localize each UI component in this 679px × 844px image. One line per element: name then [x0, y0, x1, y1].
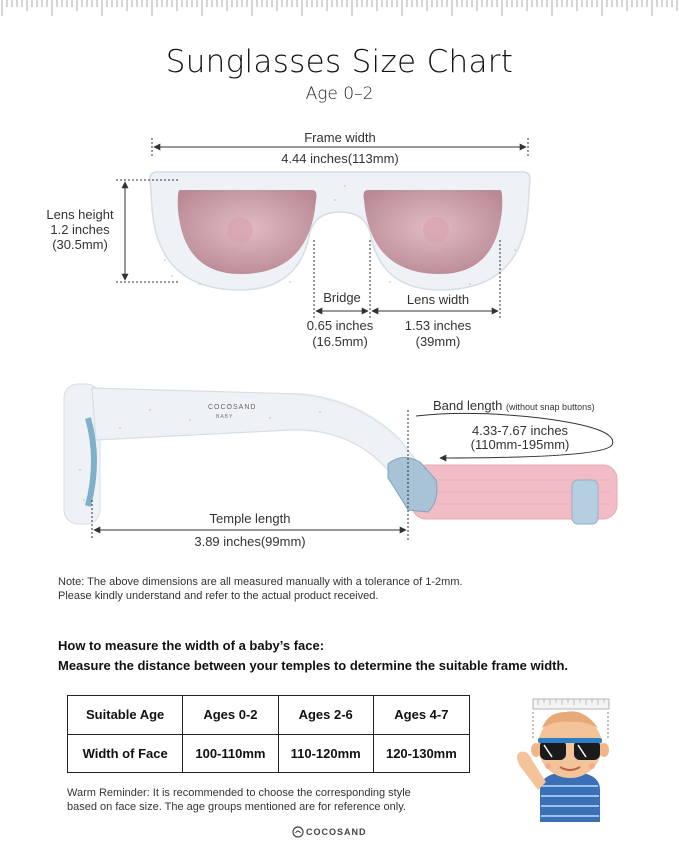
- note-line-2: Please kindly understand and refer to the actual product received.: [58, 590, 379, 602]
- page-title: Sunglasses Size Chart: [165, 44, 514, 80]
- table-header-cell: Width of Face: [68, 734, 183, 773]
- front-view-glasses: [150, 172, 530, 290]
- note-line-1: Note: The above dimensions are all measured manually with a tolerance of 1-2mm.: [58, 576, 463, 588]
- lens-width-label: Lens width: [406, 292, 470, 307]
- temple-length-value: 3.89 inches(99mm): [194, 534, 306, 549]
- arm-sub-text: BABY: [216, 414, 234, 420]
- frame-width-value: 4.44 inches(113mm): [281, 151, 399, 166]
- arm-brand-text: COCOSAND: [208, 404, 257, 411]
- howto-section: [58, 636, 658, 676]
- table-row: [68, 696, 470, 735]
- table-cell: Ages 2-6: [278, 696, 373, 735]
- strap-clip: [572, 480, 598, 524]
- howto-heading: How to measure the width of a baby’s face:: [58, 638, 325, 653]
- band-length-mm: (110mm-195mm): [470, 437, 570, 452]
- lens-width-mm: (39mm): [415, 334, 461, 349]
- tolerance-note: [58, 575, 618, 603]
- band-length-title: [433, 398, 633, 413]
- brand-name: COCOSAND: [306, 827, 367, 837]
- table-cell: 120-130mm: [373, 734, 469, 773]
- warning-line-2: based on face size. The age groups mentioned are for reference only.: [67, 801, 406, 813]
- temple-length-label: Temple length: [209, 511, 291, 526]
- table-header-cell: Suitable Age: [68, 696, 183, 735]
- size-table: [67, 695, 470, 773]
- bridge-label: Bridge: [323, 290, 361, 305]
- brand-logo-icon: [292, 826, 304, 838]
- table-cell: 110-120mm: [278, 734, 373, 773]
- baby-illustration: [517, 699, 609, 822]
- warning-line-1: Warm Reminder: It is recommended to choose the corresponding style: [67, 787, 411, 799]
- band-length-inches: 4.33-7.67 inches: [471, 423, 569, 438]
- page-subtitle: Age 0–2: [305, 84, 374, 104]
- bridge-inches: 0.65 inches: [306, 318, 374, 333]
- lens-width-inches: 1.53 inches: [404, 318, 472, 333]
- baby-ruler: [533, 699, 609, 709]
- howto-instruction: Measure the distance between your temples to determine the suitable frame width.: [58, 658, 569, 673]
- lens-height-inches: 1.2 inches: [50, 222, 110, 237]
- table-cell: Ages 0-2: [183, 696, 278, 735]
- warm-reminder: [67, 786, 487, 814]
- table-cell: 100-110mm: [183, 734, 278, 773]
- frame-width-label: Frame width: [304, 130, 376, 145]
- band-length-note: (without snap buttons): [506, 402, 595, 412]
- temple-arm: [92, 388, 430, 500]
- lens-height-label: Lens height: [46, 207, 114, 222]
- table-row: [68, 734, 470, 773]
- table-cell: Ages 4-7: [373, 696, 469, 735]
- bridge-mm: (16.5mm): [312, 334, 368, 349]
- lens-height-mm: (30.5mm): [52, 237, 108, 252]
- band-length-label: Band length: [433, 398, 503, 413]
